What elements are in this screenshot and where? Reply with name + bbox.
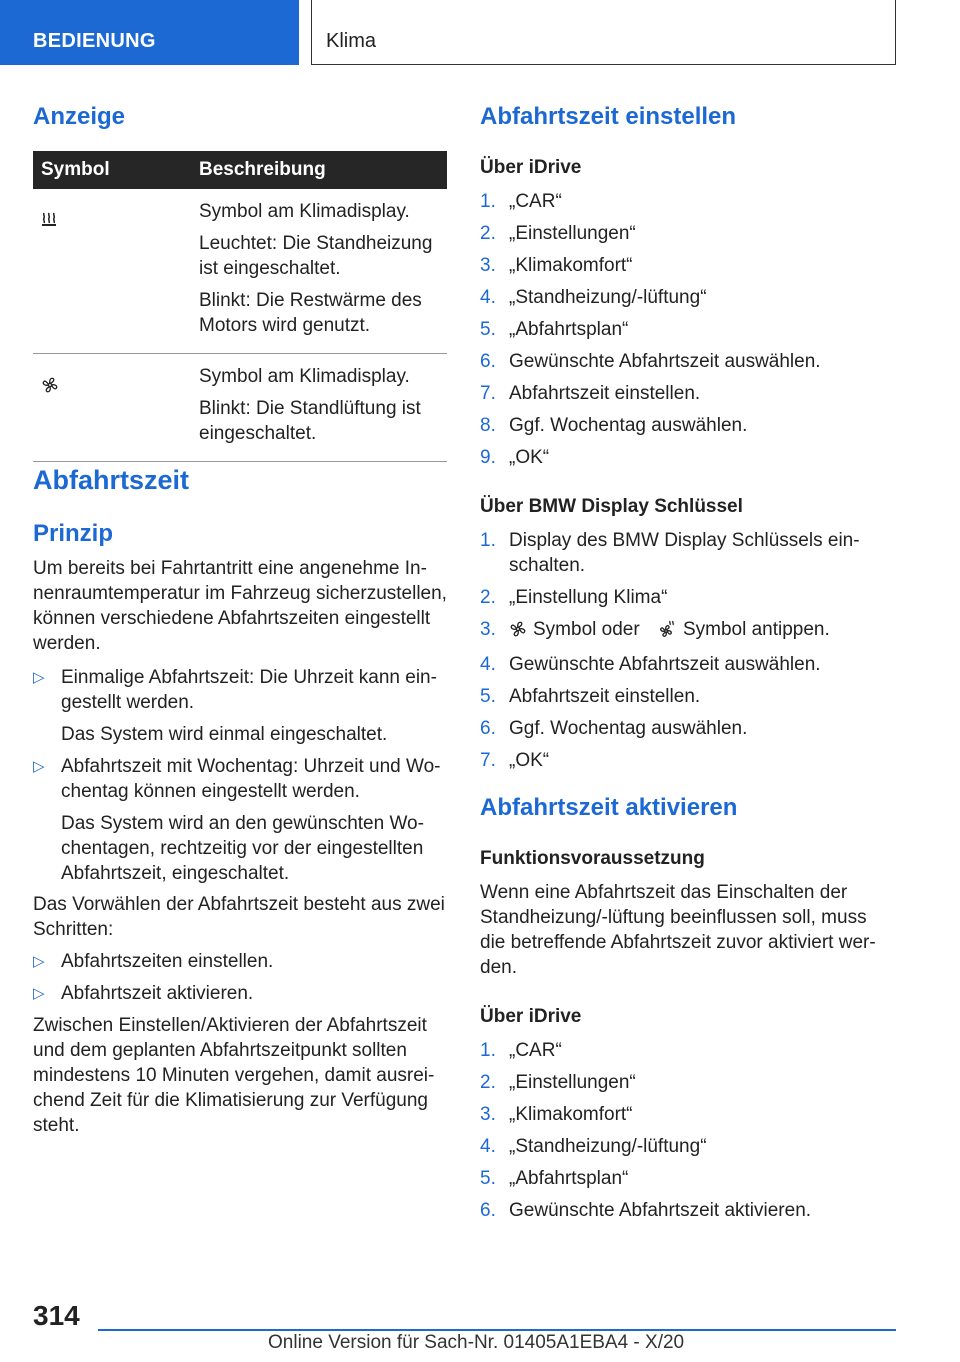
fan-icon (509, 620, 527, 645)
section-tab (0, 0, 299, 65)
list-item: 1. Display des BMW Display Schlüssels einschalten. (480, 530, 860, 576)
triangle-bullet-icon: ▷ (33, 953, 45, 970)
table-header-symbol: Symbol (33, 151, 181, 189)
row1-line3: Blinkt: Die Restwärme des Motors wird genutzt. (199, 290, 422, 336)
section-title: BEDIENUNG (33, 30, 156, 52)
list-item: 5. Abfahrtszeit einstellen. (480, 686, 701, 707)
table-row (33, 189, 447, 354)
list-item: 6. Ggf. Wochentag auswählen. (480, 718, 748, 739)
list-item: 1. „CAR“ (480, 1040, 562, 1061)
list-item: 4. Gewünschte Abfahrtszeit auswählen. (480, 654, 821, 675)
vorwaehlen-paragraph: Das Vorwählen der Abfahrtszeit besteht aus zwei Schritten: (33, 894, 445, 940)
symbol-table (33, 151, 447, 462)
chapter-tab (311, 0, 896, 65)
page-number: 314 (33, 1300, 80, 1331)
triangle-bullet-icon: ▷ (33, 985, 45, 1002)
list-item: 2. „Einstellung Klima“ (480, 587, 668, 608)
list-item: 3. „Klimakomfort“ (480, 1104, 633, 1125)
row1-line1: Symbol am Klimadisplay. (199, 201, 410, 222)
funktion-paragraph: Wenn eine Abfahrtszeit das Einschalten der Standheizung/-lüftung beeinflussen soll, muss die betreffende Abfahrtszeit zuvor aktiviert werden. (480, 882, 876, 978)
list-item: 4. „Standheizung/-lüftung“ (480, 287, 707, 308)
abfahrtszeit-heading: Abfahrtszeit (33, 465, 190, 495)
list-item: 6. Gewünschte Abfahrtszeit aktivieren. (480, 1200, 812, 1221)
list-item: 8. Ggf. Wochentag auswählen. (480, 415, 748, 436)
aktivieren-heading: Abfahrtszeit aktivieren (480, 794, 738, 821)
list-item: 5. „Abfahrtsplan“ (480, 319, 629, 340)
idrive2-steps (480, 1038, 890, 1230)
footer-text: Online Version für Sach-Nr. 01405A1EBA4 - X/20 (268, 1332, 685, 1353)
list-item: ▷ Abfahrtszeiten einstellen. (33, 951, 274, 972)
prinzip-heading: Prinzip (33, 520, 114, 547)
heating-icon (41, 211, 181, 227)
list-item: ▷ Abfahrtszeit aktivieren. (33, 983, 254, 1004)
list-item: 7. „OK“ (480, 750, 550, 771)
list-item: 1. „CAR“ (480, 191, 562, 212)
zwischen-paragraph: Zwischen Einstellen/Aktivieren der Abfahrtszeit und dem geplanten Abfahrtszeitpunkt sollten mindestens 10 Minuten vergehen, damit ausreichend Zeit für die Klimatisierung zur Verfügung steht. (33, 1015, 435, 1136)
idrive2-label: Über iDrive (480, 1006, 582, 1027)
table-header-row (33, 151, 447, 189)
row2-line1: Symbol am Klimadisplay. (199, 366, 410, 387)
idrive-steps (480, 189, 890, 477)
list-item: 2. „Einstellungen“ (480, 223, 636, 244)
key-label: Über BMW Display Schlüssel (480, 496, 743, 517)
key-steps (480, 528, 890, 780)
list-item: 7. Abfahrtszeit einstellen. (480, 383, 701, 404)
list-item: 5. „Abfahrtsplan“ (480, 1168, 629, 1189)
list-item: 3. „Klimakomfort“ (480, 255, 633, 276)
bullet-list-types (33, 665, 447, 893)
chapter-title: Klima (326, 30, 377, 52)
bullet-list-steps (33, 949, 447, 1013)
table-header-description: Beschreibung (181, 151, 447, 189)
list-item: 4. „Standheizung/-lüftung“ (480, 1136, 707, 1157)
list-item: 2. „Einstellungen“ (480, 1072, 636, 1093)
row1-line2: Leuchtet: Die Standheizung ist eingeschaltet. (199, 233, 433, 279)
einstellen-heading: Abfahrtszeit einstellen (480, 103, 737, 130)
funktion-label: Funktionsvoraussetzung (480, 848, 705, 869)
prinzip-paragraph: Um bereits bei Fahrtantritt eine angenehme Innenraumtemperatur im Fahrzeug sicherzustellen, können verschiedene Abfahrtszeiten eingestellt werden. (33, 558, 447, 654)
list-item: 3. Symbol oder Symbol antippen. (480, 617, 890, 645)
list-item: 6. Gewünschte Abfahrtszeit auswählen. (480, 351, 821, 372)
anzeige-heading: Anzeige (33, 103, 126, 130)
fan-heat-icon (659, 620, 677, 645)
list-item: ▷ Einmalige Abfahrtszeit: Die Uhrzeit kann eingestellt werden. Das System wird einmal eingeschaltet. (33, 667, 437, 745)
table-row (33, 354, 447, 462)
idrive-label: Über iDrive (480, 157, 582, 178)
list-item: 9. „OK“ (480, 447, 550, 468)
triangle-bullet-icon: ▷ (33, 669, 45, 686)
triangle-bullet-icon: ▷ (33, 758, 45, 775)
list-item: ▷ Abfahrtszeit mit Wochentag: Uhrzeit und Wochentag können eingestellt werden. Das System wird an den gewünschten Wochentagen, rechtzeitig vor der eingestellten Abfahrtszeit, eingeschaltet. (33, 756, 441, 884)
row2-line2: Blinkt: Die Standlüftung ist eingeschaltet. (199, 398, 421, 444)
footer-divider (98, 1329, 896, 1331)
fan-icon (41, 376, 181, 394)
